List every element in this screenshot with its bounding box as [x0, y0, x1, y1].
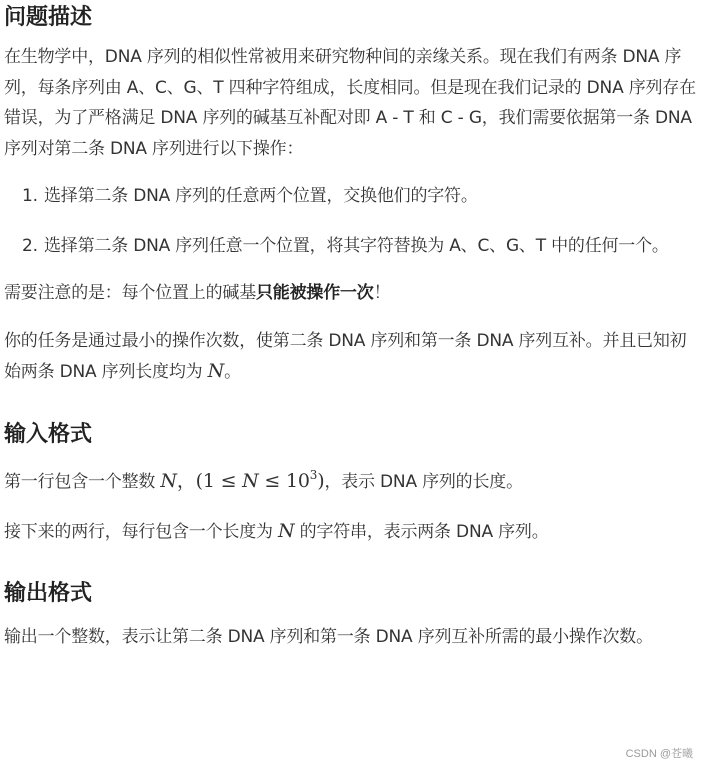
list-text: 选择第二条 DNA 序列任意一个位置，将其字符替换为 A、C、G、T 中的任何一个。 [44, 235, 669, 256]
input-title: 输入格式 [4, 421, 93, 447]
list-number: 1. [22, 186, 38, 206]
list-text: 选择第二条 DNA 序列的任意两个位置，交换他们的字符。 [44, 186, 478, 206]
note-paragraph [4, 278, 699, 309]
csdn-watermark: CSDN @苍曦 [625, 748, 693, 760]
document [4, 0, 699, 652]
input-line-1 [4, 466, 699, 499]
input-line1-prefix: 第一行包含一个整数 [4, 471, 161, 492]
input-line2-var: N [278, 520, 295, 542]
input-line2-prefix: 接下来的两行，每行包含一个长度为 [4, 522, 279, 542]
input-line1-exp: 3 [309, 467, 318, 482]
output-title: 输出格式 [4, 580, 93, 606]
operation-list [4, 181, 699, 261]
list-item [4, 181, 699, 212]
task-prefix: 你的任务是通过最小的操作次数，使第二条 DNA 序列和第一条 DNA 序列互补。并且已知初始两条 DNA 序列长度均为 [4, 330, 687, 382]
input-line1-paren-open: ，(1 ≤ [176, 469, 243, 492]
task-paragraph [4, 326, 699, 388]
input-line1-suffix: ，表示 DNA 序列的长度。 [324, 471, 523, 492]
problem-paragraph: 在生物学中，DNA 序列的相似性常被用来研究物种间的亲缘关系。现在我们有两条 DNA 序列，每条序列由 A、C、G、T 四种字符组成，长度相同。但是现在我们记录的 DNA 序列存在错误，为了严格满足 DNA 序列的碱基互补配对即 A - T 和 C - G，我们需要依据第一条 DNA 序列对第二条 DNA 序列进行以下操作： [4, 47, 696, 159]
input-line1-le: ≤ 10 [258, 469, 310, 492]
note-bold: 只能被操作一次 [256, 283, 374, 303]
list-item [4, 231, 699, 262]
input-line1-var: N [160, 469, 177, 492]
input-line-2 [4, 516, 699, 548]
task-suffix: 。 [224, 362, 241, 382]
input-line1-paren-close: ) [317, 469, 325, 492]
input-line1-var2: N [242, 469, 259, 492]
task-var: N [207, 360, 225, 382]
problem-title: 问题描述 [4, 5, 93, 30]
note-suffix: ！ [373, 283, 391, 303]
list-number: 2. [22, 235, 38, 256]
note-prefix: 需要注意的是：每个位置上的碱基 [4, 283, 256, 303]
output-line-1: 输出一个整数，表示让第二条 DNA 序列和第一条 DNA 序列互补所需的最小操作次数。 [4, 626, 653, 647]
input-line2-suffix: 的字符串，表示两条 DNA 序列。 [294, 522, 549, 542]
